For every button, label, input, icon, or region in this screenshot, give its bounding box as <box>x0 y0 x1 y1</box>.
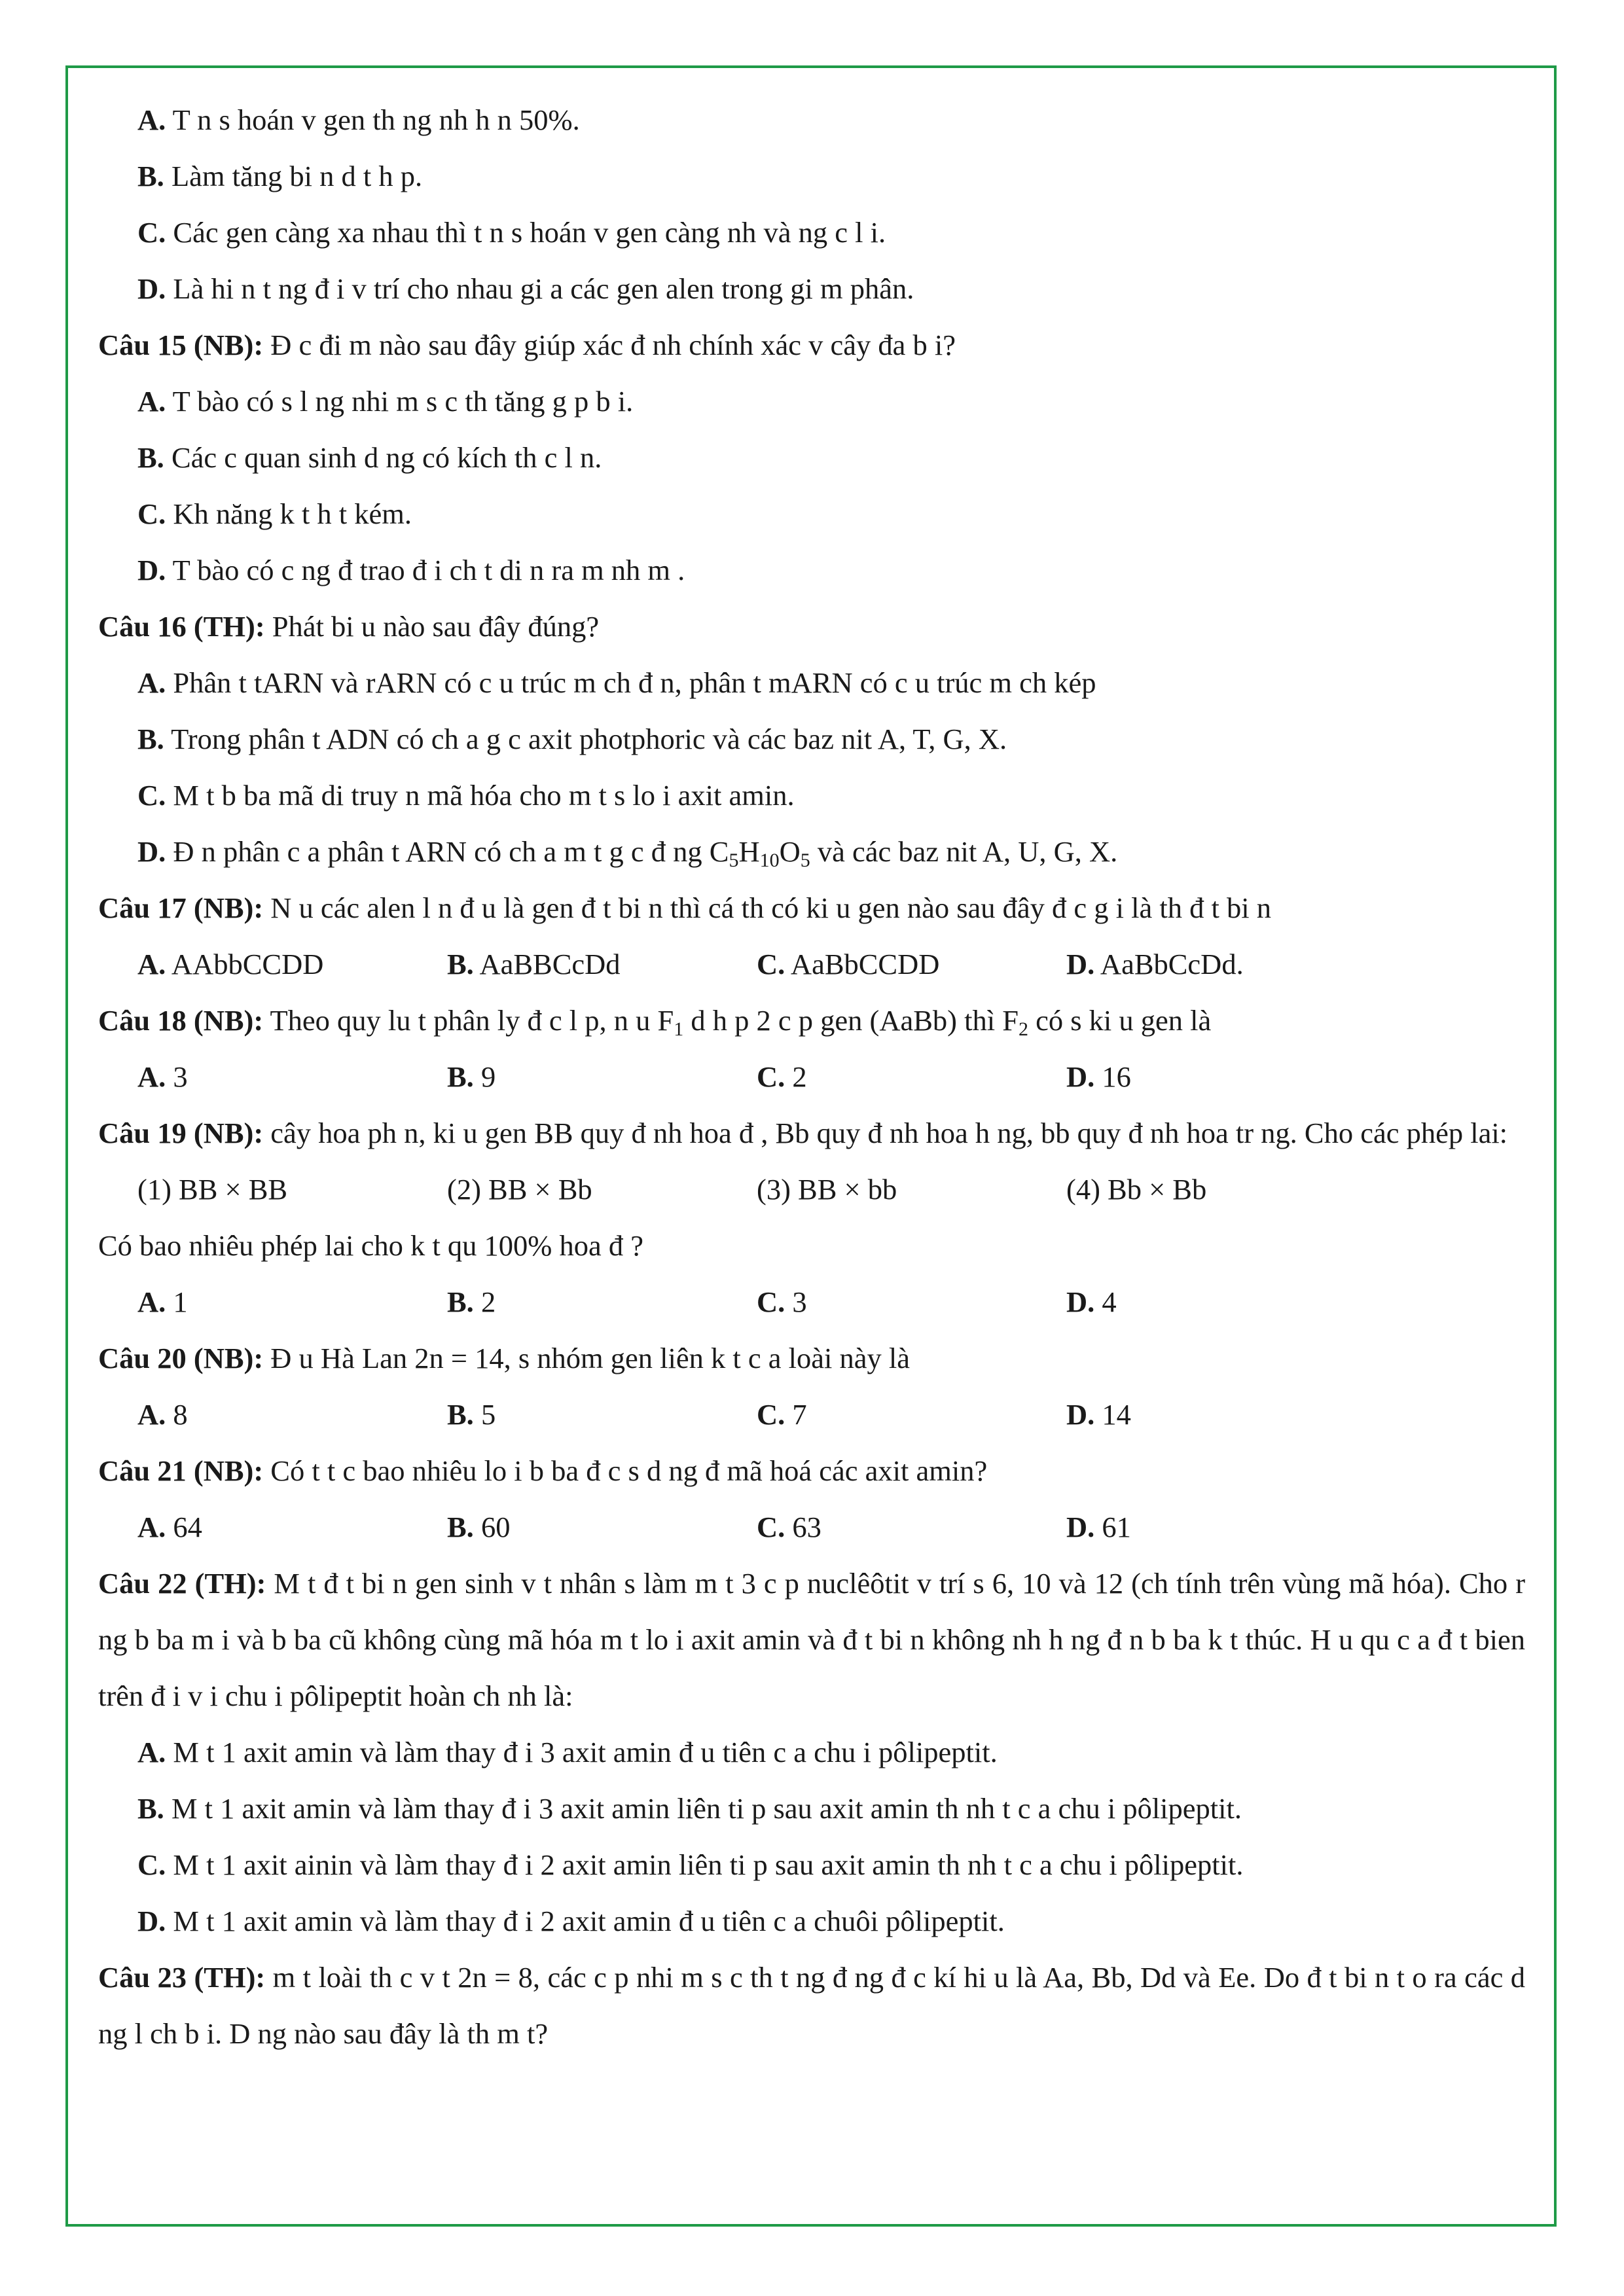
q21-option-d: D. 61 <box>1066 1511 1131 1543</box>
q22-option-d: D. M t 1 axit amin và làm thay đ i 2 axit amin đ u tiên c a chuôi pôlipeptit. <box>137 1905 1005 1937</box>
q16-option-b: B. Trong phân t ADN có ch a g c axit photphoric và các baz nit A, T, G, X. <box>137 723 1007 755</box>
q15-option-b: B. Các c quan sinh d ng có kích th c l n. <box>137 441 602 474</box>
q14-option-d: D. Là hi n t ng đ i v trí cho nhau gi a các gen alen trong gi m phân. <box>137 272 914 305</box>
q17-option-d: D. AaBbCcDd. <box>1066 948 1244 980</box>
q20-options <box>98 1386 1525 1443</box>
q20-option-d: D. 14 <box>1066 1398 1131 1431</box>
q17-options <box>98 936 1525 992</box>
q19-crosses <box>98 1161 1525 1217</box>
document-body <box>98 92 1525 2062</box>
q15-option-d: D. T bào có c ng đ trao đ i ch t di n ra m nh m . <box>137 554 685 586</box>
q19-option-c: C. 3 <box>757 1285 807 1318</box>
q17-option-c: C. AaBbCCDD <box>757 948 940 980</box>
q19-option-d: D. 4 <box>1066 1285 1117 1318</box>
q17-option-b: B. AaBBCcDd <box>447 948 621 980</box>
q19-stem: Câu 19 (NB): cây hoa ph n, ki u gen BB quy đ nh hoa đ , Bb quy đ nh hoa h ng, bb quy đ nh hoa tr ng. Cho các phép lai: <box>98 1117 1508 1149</box>
q23-stem: Câu 23 (TH): m t loài th c v t 2n = 8, các c p nhi m s c th t ng đ ng đ c kí hi u là Aa, Bb, Dd và Ee. Do đ t bi n t o ra các d ng l ch b i. D ng nào sau đây là th m t? <box>98 1961 1525 2050</box>
q19-cross-1: (1) BB × BB <box>137 1173 288 1206</box>
q19-option-b: B. 2 <box>447 1285 496 1318</box>
q19-cross-3: (3) BB × bb <box>757 1173 897 1206</box>
q14-option-a: A. T n s hoán v gen th ng nh h n 50%. <box>137 103 580 136</box>
q20-option-c: C. 7 <box>757 1398 807 1431</box>
q22-option-c: C. M t 1 axit ainin và làm thay đ i 2 axit amin liên ti p sau axit amin th nh t c a chu i pôlipeptit. <box>137 1848 1244 1881</box>
q18-option-c: C. 2 <box>757 1060 807 1093</box>
q20-stem: Câu 20 (NB): Đ u Hà Lan 2n = 14, s nhóm gen liên k t c a loài này là <box>98 1342 910 1374</box>
q18-option-a: A. 3 <box>137 1060 188 1093</box>
q22-option-a: A. M t 1 axit amin và làm thay đ i 3 axit amin đ u tiên c a chu i pôlipeptit. <box>137 1736 998 1768</box>
q19-option-a: A. 1 <box>137 1285 188 1318</box>
q17-option-a: A. AAbbCCDD <box>137 948 324 980</box>
q14-option-b: B. Làm tăng bi n d t h p. <box>137 160 423 192</box>
q21-stem: Câu 21 (NB): Có t t c bao nhiêu lo i b ba đ c s d ng đ mã hoá các axit amin? <box>98 1454 988 1487</box>
q15-stem: Câu 15 (NB): Đ c đi m nào sau đây giúp xác đ nh chính xác v cây đa b i? <box>98 329 956 361</box>
q19-cross-4: (4) Bb × Bb <box>1066 1173 1207 1206</box>
q21-option-a: A. 64 <box>137 1511 202 1543</box>
q15-option-a: A. T bào có s l ng nhi m s c th tăng g p b i. <box>137 385 634 418</box>
q20-option-b: B. 5 <box>447 1398 496 1431</box>
q19-cross-2: (2) BB × Bb <box>447 1173 592 1206</box>
q16-option-a: A. Phân t tARN và rARN có c u trúc m ch đ n, phân t mARN có c u trúc m ch kép <box>137 666 1096 699</box>
q19-question: Có bao nhiêu phép lai cho k t qu 100% hoa đ ? <box>98 1229 643 1262</box>
q15-option-c: C. Kh năng k t h t kém. <box>137 497 412 530</box>
q22-stem: Câu 22 (TH): M t đ t bi n gen sinh v t nhân s làm m t 3 c p nuclêôtit v trí s 6, 10 và 12 (ch tính trên vùng mã hóa). Cho r ng b ba m i và b ba cũ không cùng mã hóa m t lo i axit amin và đ t bi n không nh h ng đ n b ba k t thúc. H u qu c a đ t bien trên đ i v i chu i pôlipeptit hoàn ch nh là: <box>98 1567 1526 1712</box>
q18-option-b: B. 9 <box>447 1060 496 1093</box>
q22-option-b: B. M t 1 axit amin và làm thay đ i 3 axit amin liên ti p sau axit amin th nh t c a chu i pôlipeptit. <box>137 1792 1242 1825</box>
q17-stem: Câu 17 (NB): N u các alen l n đ u là gen đ t bi n thì cá th có ki u gen nào sau đây đ c g i là th đ t bi n <box>98 891 1271 924</box>
q21-options <box>98 1499 1525 1555</box>
q18-stem: Câu 18 (NB): Theo quy lu t phân ly đ c l p, n u $F_1$ d h p 2 c p gen (AaBb) thì $F_2$ có s ki u gen là <box>98 1004 1212 1040</box>
q16-option-d: D. Đ n phân c a phân t ARN có ch a m t g c đ ng $C_5H_{10}O_5$ và các baz nit A, U, G, X. <box>137 835 1118 871</box>
q18-options <box>98 1049 1525 1105</box>
q20-option-a: A. 8 <box>137 1398 188 1431</box>
q16-option-c: C. M t b ba mã di truy n mã hóa cho m t s lo i axit amin. <box>137 779 795 812</box>
q14-option-c: C. Các gen càng xa nhau thì t n s hoán v gen càng nh và ng c l i. <box>137 216 886 249</box>
q21-option-c: C. 63 <box>757 1511 821 1543</box>
q21-option-b: B. 60 <box>447 1511 511 1543</box>
q19-options <box>98 1274 1525 1330</box>
q16-stem: Câu 16 (TH): Phát bi u nào sau đây đúng? <box>98 610 600 643</box>
q18-option-d: D. 16 <box>1066 1060 1131 1093</box>
